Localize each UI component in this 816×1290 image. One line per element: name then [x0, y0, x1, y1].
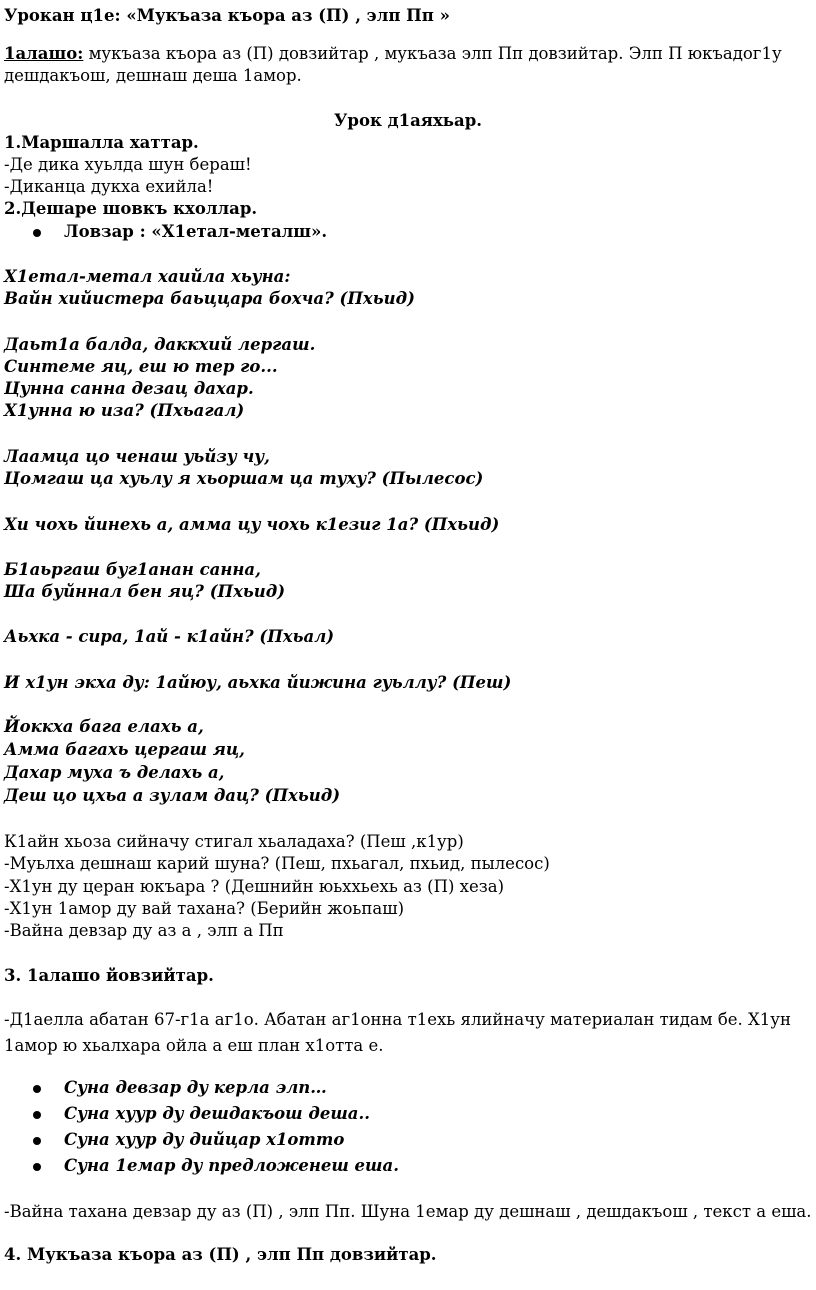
question-line: -Муьлха дешнаш карий шуна? (Пеш, пхьагал, пхьид, пылесос)	[4, 854, 550, 873]
riddle-line: Даьт1а балда, даккхий лергаш.	[4, 335, 316, 354]
riddle-line: Амма багахь цергаш яц,	[4, 740, 245, 759]
question-line: К1айн хьоза сийначу стигал хьаладаха? (Пеш ,к1ур)	[4, 832, 464, 851]
bullet-marker	[33, 1137, 41, 1145]
task-paragraph-line-1: -Д1аелла абатан 67-г1а аг1о. Абатан аг1онна т1ехь ялийначу материалан тидам бе. Х1ун	[4, 1010, 791, 1029]
plan-item: Суна хуур ду дийцар х1отто	[64, 1130, 345, 1149]
summary-line: -Вайна тахана девзар ду аз (П) , элп Пп. Шуна 1емар ду дешнаш , дешдакъош , текст а еша.	[4, 1202, 812, 1221]
goal-label: 1алашо:	[4, 44, 84, 63]
section-1-heading: 1.Маршалла хаттар.	[4, 133, 199, 152]
lesson-heading: Урок д1аяхьар.	[334, 111, 482, 130]
bullet-marker	[33, 1163, 41, 1171]
riddle-line: Синтеме яц, еш ю тер го...	[4, 357, 278, 376]
riddle-line: Вайн хийистера баьццара бохча? (Пхьид)	[4, 289, 415, 308]
question-line: -Х1ун ду церан юкъара ? (Дешнийн юьххьехь аз (П) хеза)	[4, 877, 505, 896]
plan-item: Суна 1емар ду предложенеш еша.	[64, 1156, 399, 1175]
riddle-line: Аьхка - сира, 1ай - к1айн? (Пхьал)	[4, 627, 335, 646]
plan-item: Суна хуур ду дешдакъош деша..	[64, 1104, 370, 1123]
riddle-line: Лаамца цо ченаш уьйзу чу,	[4, 447, 270, 466]
greeting-reply: -Диканца дукха ехийла!	[4, 177, 214, 196]
riddle-line: Деш цо цхьа а зулам дац? (Пхьид)	[4, 786, 341, 805]
riddle-line: И х1ун экха ду: 1айюу, аьхка йижина гуьллу? (Пеш)	[4, 673, 512, 692]
game-bullet: Ловзар : «Х1етал-металш».	[64, 222, 328, 241]
riddle-line: Йоккха бага елахь а,	[4, 717, 204, 736]
goal-line-1	[4, 43, 782, 65]
riddle-line: Хи чохь йинехь а, амма цу чохь к1езиг 1а? (Пхьид)	[4, 515, 500, 534]
riddle-line: Цунна санна дезац дахар.	[4, 379, 254, 398]
section-3-heading: 3. 1алашо йовзийтар.	[4, 966, 214, 985]
goal-text-1: мукъаза къора аз (П) довзийтар , мукъаза элп Пп довзийтар. Элп П юкъадог1у	[83, 44, 782, 63]
task-paragraph-line-2: 1амор ю хьалхара ойла а еш план х1отта е.	[4, 1036, 384, 1055]
section-2-heading: 2.Дешаре шовкъ кхоллар.	[4, 199, 258, 218]
lesson-title: Урокан ц1е: «Мукъаза къора аз (П) , элп Пп »	[4, 6, 450, 25]
plan-item: Суна девзар ду керла элп…	[64, 1078, 327, 1097]
bullet-marker	[33, 229, 41, 237]
question-line: -Вайна девзар ду аз а , элп а Пп	[4, 921, 284, 940]
riddle-line: Б1аьргаш буг1анан санна,	[4, 560, 261, 579]
riddle-line: Цомгаш ца хуьлу я хьоршам ца туху? (Пылесос)	[4, 469, 484, 488]
riddle-line: Дахар муха ъ делахь а,	[4, 763, 225, 782]
section-4-heading: 4. Мукъаза къора аз (П) , элп Пп довзийтар.	[4, 1245, 437, 1264]
bullet-marker	[33, 1111, 41, 1119]
question-line: -Х1ун 1амор ду вай тахана? (Берийн жоьпаш)	[4, 899, 405, 918]
bullet-marker	[33, 1085, 41, 1093]
goal-line-2: дешдакъош, дешнаш деша 1амор.	[4, 66, 302, 85]
greeting-line: -Де дика хуьлда шун бераш!	[4, 155, 252, 174]
riddle-line: Х1етал-метал хаийла хьуна:	[4, 267, 291, 286]
riddle-line: Х1унна ю иза? (Пхьагал)	[4, 401, 245, 420]
riddle-line: Ша буйннал бен яц? (Пхьид)	[4, 582, 286, 601]
